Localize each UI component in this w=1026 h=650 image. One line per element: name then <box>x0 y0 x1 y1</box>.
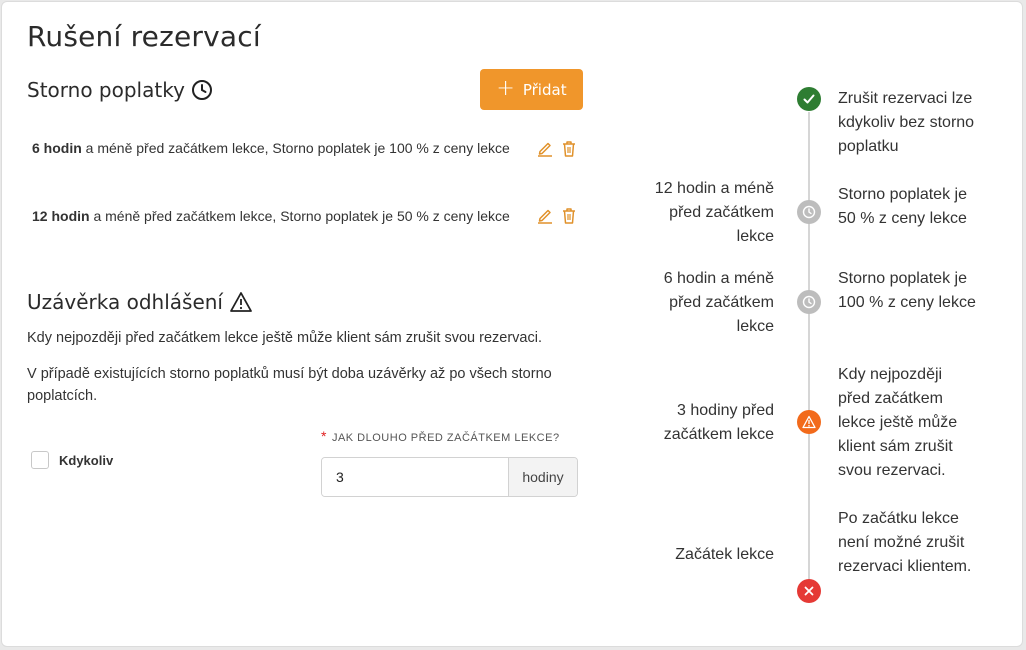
page-title: Rušení rezervací <box>27 20 261 53</box>
timeline-right-text: Po začátku lekce není možné zrušit rezervaci klientem. <box>838 510 972 575</box>
storno-fee-item <box>32 137 532 159</box>
fee-text: a méně před začátkem lekce, Storno poplatek je 100 % z ceny lekce <box>81 140 510 156</box>
fee-hours: 6 hodin <box>32 140 82 156</box>
warning-icon <box>229 291 253 313</box>
anytime-checkbox[interactable] <box>31 451 49 469</box>
clock-icon <box>797 290 821 314</box>
timeline-left-text: 6 hodin a méně před začátkem lekce <box>663 270 774 335</box>
edit-icon[interactable] <box>537 207 553 229</box>
cancellation-card <box>1 1 1023 647</box>
check-icon <box>797 87 821 111</box>
fee-hours: 12 hodin <box>32 208 90 224</box>
timeline-left-text: 3 hodiny před začátkem lekce <box>663 402 774 443</box>
timeline-right-text: Storno poplatek je 100 % z ceny lekce <box>838 270 976 311</box>
storno-fee-item <box>32 205 532 227</box>
fee-text: a méně před začátkem lekce, Storno poplatek je 50 % z ceny lekce <box>89 208 510 224</box>
trash-icon[interactable] <box>561 140 577 162</box>
fee-actions <box>537 207 577 229</box>
timeline-right-text: Zrušit rezervaci lze kdykoliv bez storno poplatku <box>838 90 975 155</box>
hours-field-label <box>321 428 560 444</box>
timeline-line <box>808 112 810 582</box>
edit-icon[interactable] <box>537 140 553 162</box>
deadline-note: V případě existujících storno poplatků musí být doba uzávěrky až po všech storno poplatcích. <box>27 366 552 404</box>
trash-icon[interactable] <box>561 207 577 229</box>
hours-unit-addon: hodiny <box>508 458 577 496</box>
close-icon <box>797 579 821 603</box>
anytime-checkbox-label[interactable]: Kdykoliv <box>59 453 114 468</box>
clock-icon <box>191 79 213 101</box>
storno-title-text: Storno poplatky <box>27 78 185 102</box>
required-mark: * <box>321 428 327 444</box>
timeline-right-text: Kdy nejpozději před začátkem lekce ještě může klient sám zrušit svou rezervaci. <box>838 366 958 479</box>
fee-actions <box>537 140 577 162</box>
timeline-left-text: Začátek lekce <box>675 546 774 563</box>
timeline-right-text: Storno poplatek je 50 % z ceny lekce <box>838 186 967 227</box>
plus-icon: + <box>496 75 515 101</box>
hours-input[interactable] <box>322 458 508 496</box>
add-storno-label: Přidat <box>522 80 567 99</box>
warning-icon <box>797 410 821 434</box>
hours-field-label-text: JAK DLOUHO PŘED ZAČÁTKEM LEKCE? <box>331 432 560 444</box>
clock-icon <box>797 200 821 224</box>
hours-input-group <box>321 457 578 497</box>
deadline-description: Kdy nejpozději před začátkem lekce ještě může klient sám zrušit svou rezervaci. <box>27 330 542 346</box>
deadline-title-text: Uzávěrka odhlášení <box>27 290 223 314</box>
deadline-section-title <box>27 290 253 314</box>
storno-section-title <box>27 78 213 102</box>
add-storno-button[interactable] <box>480 69 583 110</box>
timeline-left-text: 12 hodin a méně před začátkem lekce <box>654 180 774 245</box>
